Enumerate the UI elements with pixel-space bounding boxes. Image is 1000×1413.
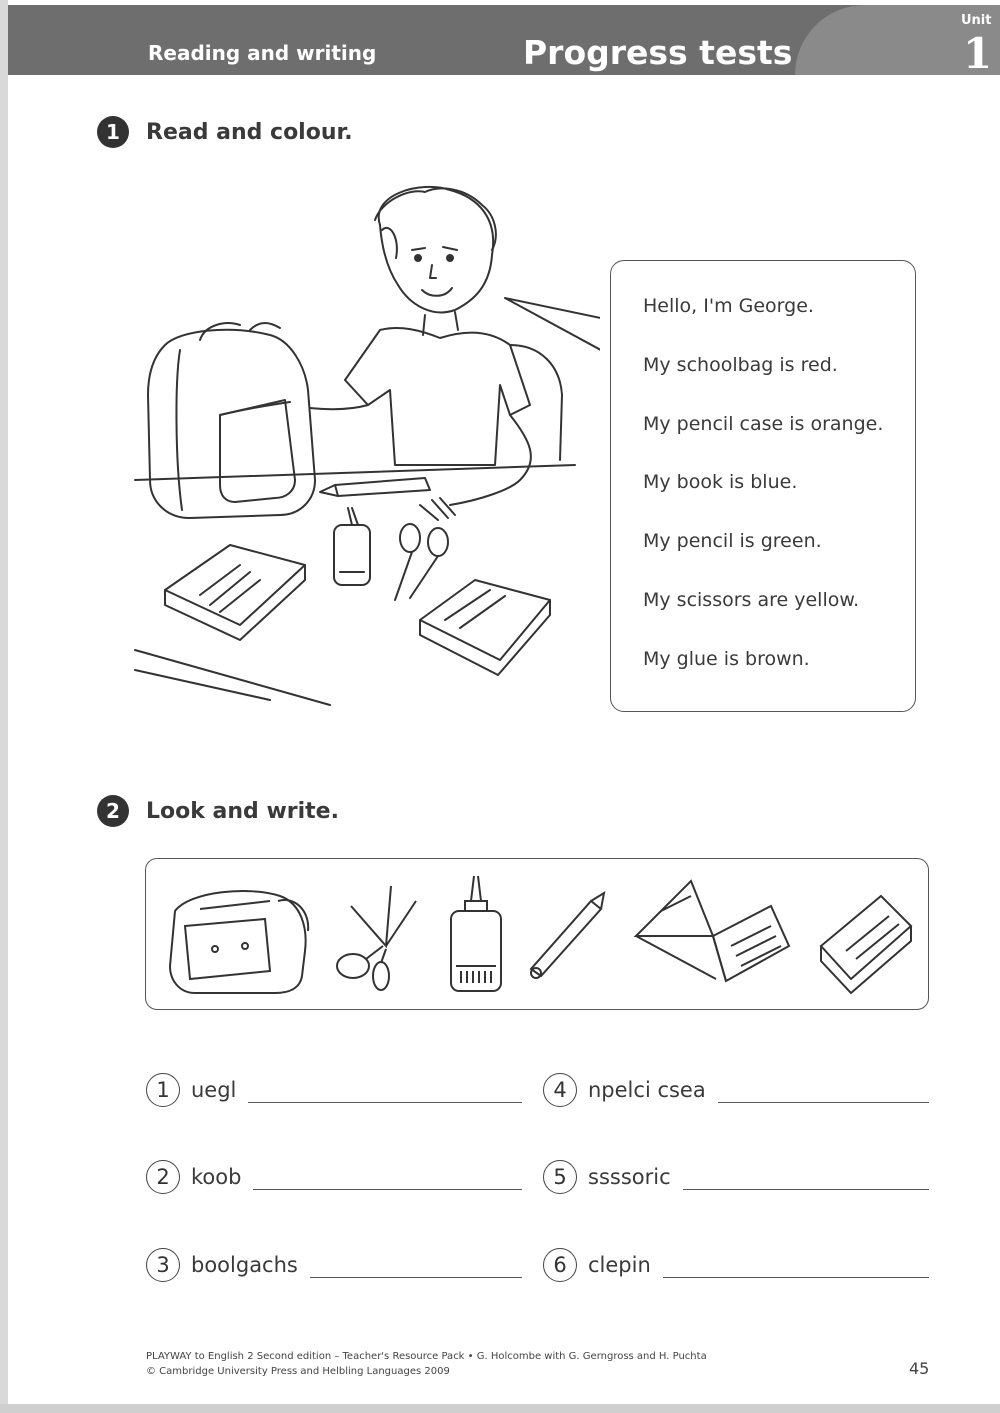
unit-label: Unit bbox=[961, 13, 992, 28]
picture-strip bbox=[145, 858, 929, 1010]
desk-front-edge-2 bbox=[135, 670, 270, 700]
page-number: 45 bbox=[909, 1359, 930, 1378]
boy-at-desk-illustration bbox=[120, 180, 600, 720]
write-item-3 bbox=[146, 1245, 522, 1285]
scrambled-word: npelci csea bbox=[588, 1078, 706, 1102]
pencil-picture bbox=[526, 871, 606, 996]
exercise-1-heading bbox=[97, 116, 353, 148]
speech-line: My glue is brown. bbox=[643, 648, 810, 670]
item-number: 5 bbox=[543, 1160, 577, 1194]
desk-edge bbox=[135, 465, 575, 480]
pencil-case bbox=[420, 580, 550, 675]
speech-line: My book is blue. bbox=[643, 471, 798, 493]
header-band bbox=[8, 5, 1000, 78]
book bbox=[165, 545, 305, 640]
write-item-5 bbox=[543, 1157, 929, 1197]
pencil bbox=[320, 478, 430, 496]
item-number: 3 bbox=[146, 1248, 180, 1282]
schoolbag bbox=[148, 323, 315, 518]
speech-bubble bbox=[610, 260, 916, 712]
scissors bbox=[395, 524, 448, 600]
page-edge bbox=[0, 0, 8, 1413]
item-number: 2 bbox=[146, 1160, 180, 1194]
speech-line: My schoolbag is red. bbox=[643, 354, 838, 376]
boy-arm-left bbox=[310, 405, 368, 409]
exercise-number: 1 bbox=[97, 116, 129, 148]
item-number: 4 bbox=[543, 1073, 577, 1107]
speech-line: My pencil case is orange. bbox=[643, 413, 884, 435]
scissors-picture bbox=[331, 871, 426, 996]
scrambled-word: boolgachs bbox=[191, 1253, 298, 1277]
footer-line: PLAYWAY to English 2 Second edition – Teacher's Resource Pack • G. Holcombe with G. Gerngross and H. Puchta bbox=[146, 1351, 707, 1362]
pencil-case-picture bbox=[811, 871, 921, 996]
item-number: 6 bbox=[543, 1248, 577, 1282]
answer-line[interactable] bbox=[683, 1165, 929, 1190]
write-item-6 bbox=[543, 1245, 929, 1285]
footer-credits bbox=[146, 1349, 707, 1379]
exercise-2-heading bbox=[97, 795, 339, 827]
answer-line[interactable] bbox=[718, 1078, 929, 1103]
boy-neck bbox=[423, 312, 458, 335]
book-picture bbox=[631, 871, 791, 996]
schoolbag-picture bbox=[160, 871, 310, 996]
item-number: 1 bbox=[146, 1073, 180, 1107]
answer-line[interactable] bbox=[248, 1078, 522, 1103]
boy-head bbox=[375, 187, 496, 312]
footer-line: © Cambridge University Press and Helbling Languages 2009 bbox=[146, 1366, 450, 1377]
exercise-number: 2 bbox=[97, 795, 129, 827]
boy-shirt bbox=[345, 328, 530, 465]
write-item-2 bbox=[146, 1157, 522, 1197]
answer-line[interactable] bbox=[310, 1253, 522, 1278]
exercise-instruction: Read and colour. bbox=[146, 119, 353, 145]
exercise-instruction: Look and write. bbox=[146, 798, 339, 824]
scrambled-word: koob bbox=[191, 1165, 242, 1189]
boy-fingers bbox=[420, 498, 455, 520]
page-edge-bottom bbox=[0, 1404, 1000, 1413]
scrambled-word: clepin bbox=[588, 1253, 651, 1277]
page-title: Progress tests bbox=[523, 33, 793, 72]
boy-arm-right bbox=[450, 415, 531, 505]
speech-line: Hello, I'm George. bbox=[643, 295, 814, 317]
speech-line: My scissors are yellow. bbox=[643, 589, 860, 611]
scrambled-word: ssssoric bbox=[588, 1165, 671, 1189]
answer-line[interactable] bbox=[253, 1165, 522, 1190]
unit-number: 1 bbox=[963, 29, 993, 78]
write-item-4 bbox=[543, 1070, 929, 1110]
write-item-1 bbox=[146, 1070, 522, 1110]
answer-line[interactable] bbox=[663, 1253, 929, 1278]
glue-picture bbox=[441, 871, 511, 996]
section-label: Reading and writing bbox=[148, 41, 377, 65]
chair-back bbox=[510, 345, 562, 460]
speech-line: My pencil is green. bbox=[643, 530, 822, 552]
glue-bottle bbox=[334, 508, 370, 585]
scrambled-word: uegl bbox=[191, 1078, 237, 1102]
